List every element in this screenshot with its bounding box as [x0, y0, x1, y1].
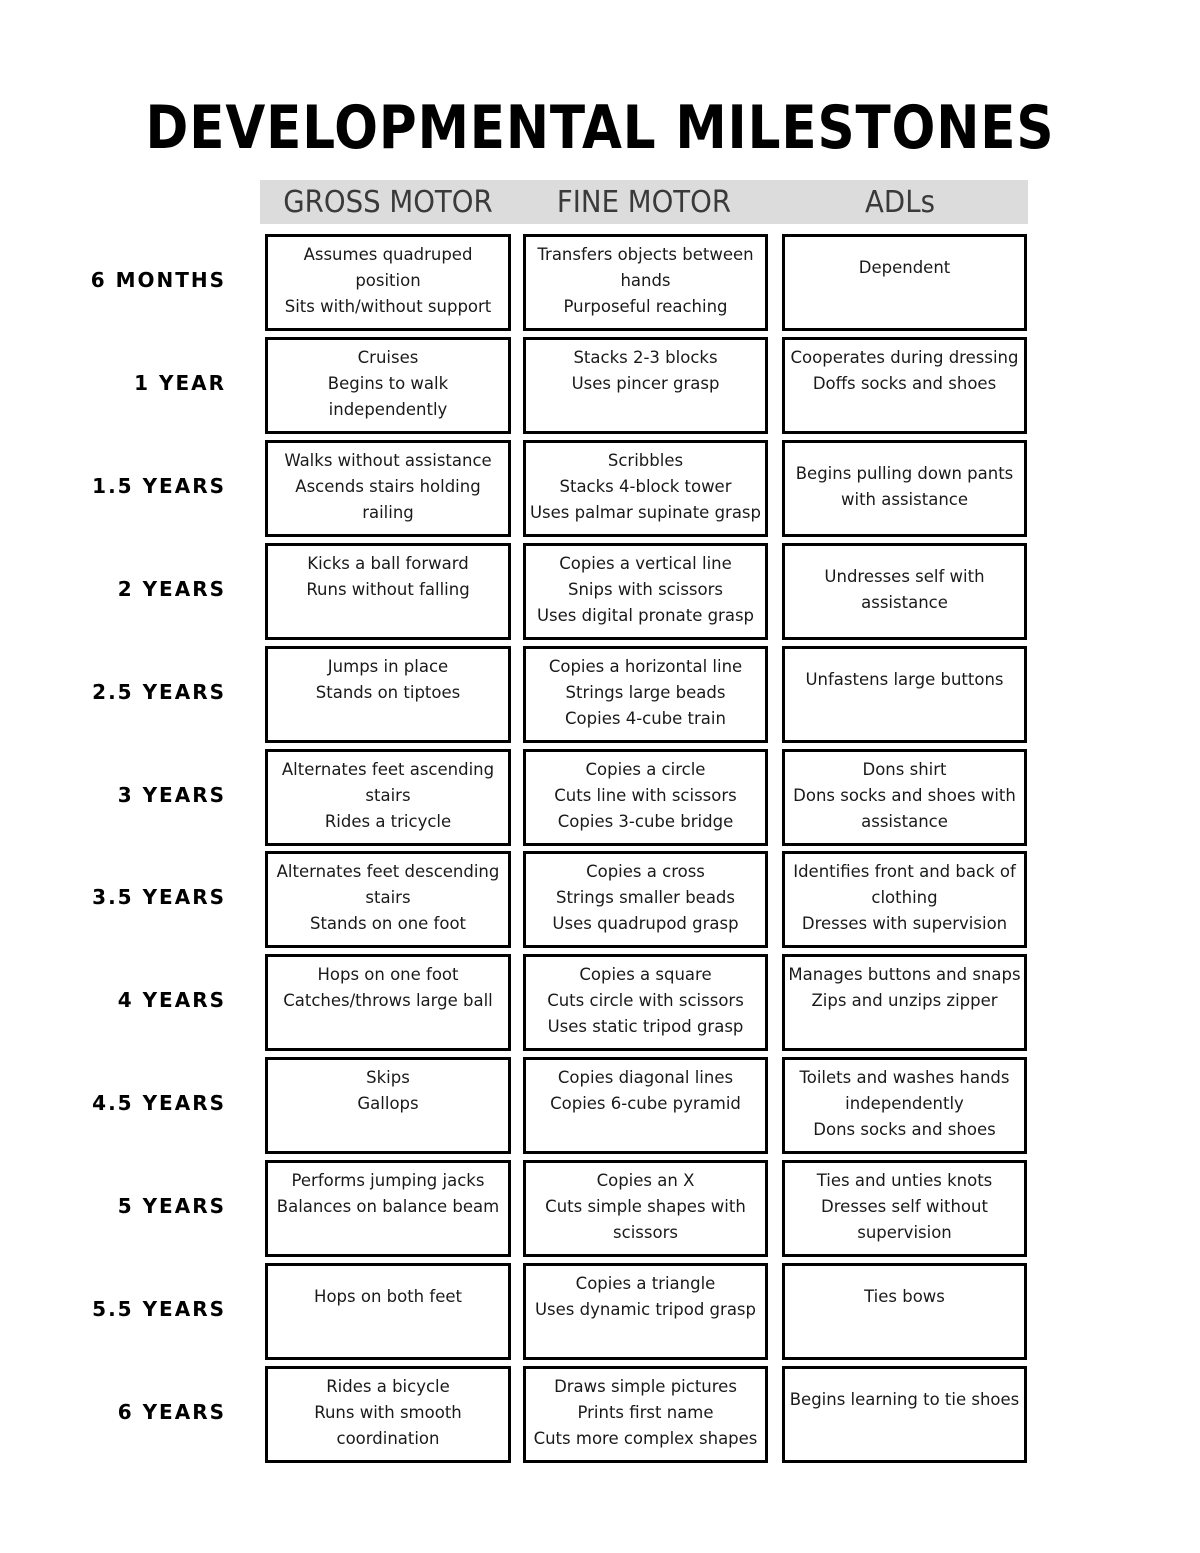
milestone-item: Copies a triangle	[575, 1274, 716, 1293]
milestone-item: Uses static tripod grasp	[547, 1017, 744, 1036]
milestone-item: Begins pulling down pants with assistance	[795, 464, 1014, 509]
milestone-item: Dons shirt	[862, 760, 947, 779]
milestone-cell-fine-motor	[523, 1057, 768, 1154]
milestone-item: Alternates feet descending stairs	[276, 862, 500, 907]
milestone-cell-gross-motor	[265, 851, 511, 948]
milestone-item: Copies an X	[596, 1171, 695, 1190]
milestone-item: Copies a cross	[586, 862, 705, 881]
milestone-cell-adls	[782, 749, 1027, 846]
milestone-item: Hops on one foot	[317, 965, 459, 984]
milestone-item: Strings smaller beads	[555, 888, 736, 907]
milestone-cell-gross-motor	[265, 337, 511, 434]
milestone-item: Snips with scissors	[567, 580, 723, 599]
milestone-item: Uses dynamic tripod grasp	[534, 1300, 756, 1319]
milestone-item: Copies a square	[579, 965, 712, 984]
milestone-item: Draws simple pictures	[554, 1377, 737, 1396]
milestone-item: Undresses self with assistance	[824, 567, 985, 612]
milestone-cell-adls	[782, 1263, 1027, 1360]
milestone-item: Dresses with supervision	[801, 914, 1008, 933]
milestone-cell-gross-motor	[265, 543, 511, 640]
milestone-cell-fine-motor	[523, 1366, 768, 1463]
milestone-cell-adls	[782, 954, 1027, 1051]
milestone-cell-gross-motor	[265, 1160, 511, 1257]
milestone-item: Stacks 4-block tower	[559, 477, 732, 496]
milestone-cell-fine-motor	[523, 851, 768, 948]
row-label: 6 MONTHS	[90, 268, 226, 292]
milestone-cell-adls	[782, 440, 1027, 537]
milestone-cell-fine-motor	[523, 543, 768, 640]
milestone-item: Sits with/without support	[284, 297, 492, 316]
milestone-item: Cruises	[357, 348, 419, 367]
milestone-cell-adls	[782, 234, 1027, 331]
milestone-cell-fine-motor	[523, 440, 768, 537]
milestone-item: Copies 4-cube train	[565, 709, 726, 728]
row-label: 3.5 YEARS	[92, 885, 226, 909]
milestone-item: Copies a circle	[585, 760, 706, 779]
milestone-cell-gross-motor	[265, 440, 511, 537]
milestone-item: Begins to walk independently	[327, 374, 449, 419]
milestone-cell-adls	[782, 646, 1027, 743]
column-header-gross-motor: GROSS MOTOR	[283, 185, 493, 220]
milestone-item: Dons socks and shoes with assistance	[793, 786, 1016, 831]
row-label: 2 YEARS	[117, 577, 226, 601]
milestone-item: Doffs socks and shoes	[812, 374, 997, 393]
milestone-item: Unfastens large buttons	[805, 670, 1004, 689]
milestone-item: Copies a horizontal line	[548, 657, 743, 676]
milestone-cell-fine-motor	[523, 646, 768, 743]
milestone-cell-fine-motor	[523, 337, 768, 434]
milestone-item: Alternates feet ascending stairs	[281, 760, 495, 805]
milestone-item: Uses quadrupod grasp	[552, 914, 739, 933]
milestone-item: Zips and unzips zipper	[811, 991, 998, 1010]
milestone-item: Balances on balance beam	[276, 1197, 500, 1216]
milestone-item: Copies 6-cube pyramid	[550, 1094, 741, 1113]
milestone-cell-gross-motor	[265, 749, 511, 846]
row-label: 1 YEAR	[134, 371, 226, 395]
milestone-cell-adls	[782, 1057, 1027, 1154]
milestone-item: Begins learning to tie shoes	[789, 1390, 1020, 1409]
row-label: 2.5 YEARS	[92, 680, 226, 704]
milestone-item: Kicks a ball forward	[307, 554, 469, 573]
milestone-cell-adls	[782, 543, 1027, 640]
page-title: DEVELOPMENTAL MILESTONES	[145, 93, 1055, 163]
milestone-item: Ascends stairs holding railing	[295, 477, 481, 522]
milestone-cell-gross-motor	[265, 1057, 511, 1154]
milestone-cell-fine-motor	[523, 1160, 768, 1257]
milestone-cell-fine-motor	[523, 954, 768, 1051]
milestone-item: Gallops	[357, 1094, 419, 1113]
milestone-item: Stacks 2-3 blocks	[573, 348, 718, 367]
milestone-item: Purposeful reaching	[563, 297, 728, 316]
row-label: 5 YEARS	[117, 1194, 226, 1218]
milestone-item: Stands on one foot	[309, 914, 467, 933]
milestone-item: Performs jumping jacks	[291, 1171, 485, 1190]
milestone-item: Runs with smooth coordination	[314, 1403, 462, 1448]
milestone-item: Rides a bicycle	[326, 1377, 450, 1396]
milestone-cell-gross-motor	[265, 1366, 511, 1463]
milestone-item: Dresses self without supervision	[821, 1197, 988, 1242]
milestone-item: Dependent	[858, 258, 951, 277]
milestone-cell-adls	[782, 851, 1027, 948]
milestone-item: Cuts simple shapes with scissors	[545, 1197, 746, 1242]
milestone-item: Toilets and washes hands independently	[799, 1068, 1010, 1113]
milestone-item: Ties and unties knots	[816, 1171, 993, 1190]
milestone-cell-gross-motor	[265, 1263, 511, 1360]
milestone-item: Scribbles	[607, 451, 684, 470]
milestone-item: Ties bows	[864, 1287, 945, 1306]
milestone-item: Uses palmar supinate grasp	[529, 503, 762, 522]
milestone-item: Hops on both feet	[314, 1287, 462, 1306]
column-header-adls: ADLs	[865, 185, 935, 220]
milestone-cell-gross-motor	[265, 646, 511, 743]
milestone-cell-fine-motor	[523, 749, 768, 846]
milestone-item: Catches/throws large ball	[283, 991, 493, 1010]
milestone-item: Stands on tiptoes	[315, 683, 461, 702]
row-label: 6 YEARS	[117, 1400, 226, 1424]
milestone-item: Transfers objects between hands	[537, 245, 754, 290]
milestone-item: Rides a tricycle	[324, 812, 452, 831]
milestone-cell-adls	[782, 1160, 1027, 1257]
milestone-item: Cooperates during dressing	[790, 348, 1019, 367]
row-label: 4.5 YEARS	[92, 1091, 226, 1115]
milestone-item: Jumps in place	[327, 657, 449, 676]
milestone-item: Cuts line with scissors	[554, 786, 737, 805]
row-label: 5.5 YEARS	[92, 1297, 226, 1321]
milestone-cell-adls	[782, 1366, 1027, 1463]
milestone-item: Copies 3-cube bridge	[557, 812, 734, 831]
milestone-item: Assumes quadruped position	[303, 245, 473, 290]
milestone-item: Copies a vertical line	[559, 554, 732, 573]
milestone-item: Manages buttons and snaps	[788, 965, 1021, 984]
row-label: 1.5 YEARS	[92, 474, 226, 498]
milestone-cell-gross-motor	[265, 954, 511, 1051]
column-header-bar	[260, 180, 1028, 224]
milestone-item: Skips	[366, 1068, 410, 1087]
milestone-item: Dons socks and shoes	[813, 1120, 996, 1139]
row-label: 3 YEARS	[117, 783, 226, 807]
milestone-item: Identifies front and back of clothing	[793, 862, 1016, 907]
milestone-item: Runs without falling	[306, 580, 470, 599]
milestone-item: Uses pincer grasp	[571, 374, 720, 393]
milestone-item: Strings large beads	[565, 683, 726, 702]
milestone-cell-gross-motor	[265, 234, 511, 331]
milestone-item: Prints first name	[577, 1403, 714, 1422]
milestone-item: Copies diagonal lines	[557, 1068, 734, 1087]
milestone-item: Cuts circle with scissors	[547, 991, 744, 1010]
milestone-cell-adls	[782, 337, 1027, 434]
milestone-cell-fine-motor	[523, 234, 768, 331]
milestone-item: Walks without assistance	[284, 451, 492, 470]
milestone-item: Cuts more complex shapes	[533, 1429, 758, 1448]
row-label: 4 YEARS	[117, 988, 226, 1012]
milestone-item: Uses digital pronate grasp	[536, 606, 755, 625]
column-header-fine-motor: FINE MOTOR	[556, 185, 732, 220]
milestone-cell-fine-motor	[523, 1263, 768, 1360]
